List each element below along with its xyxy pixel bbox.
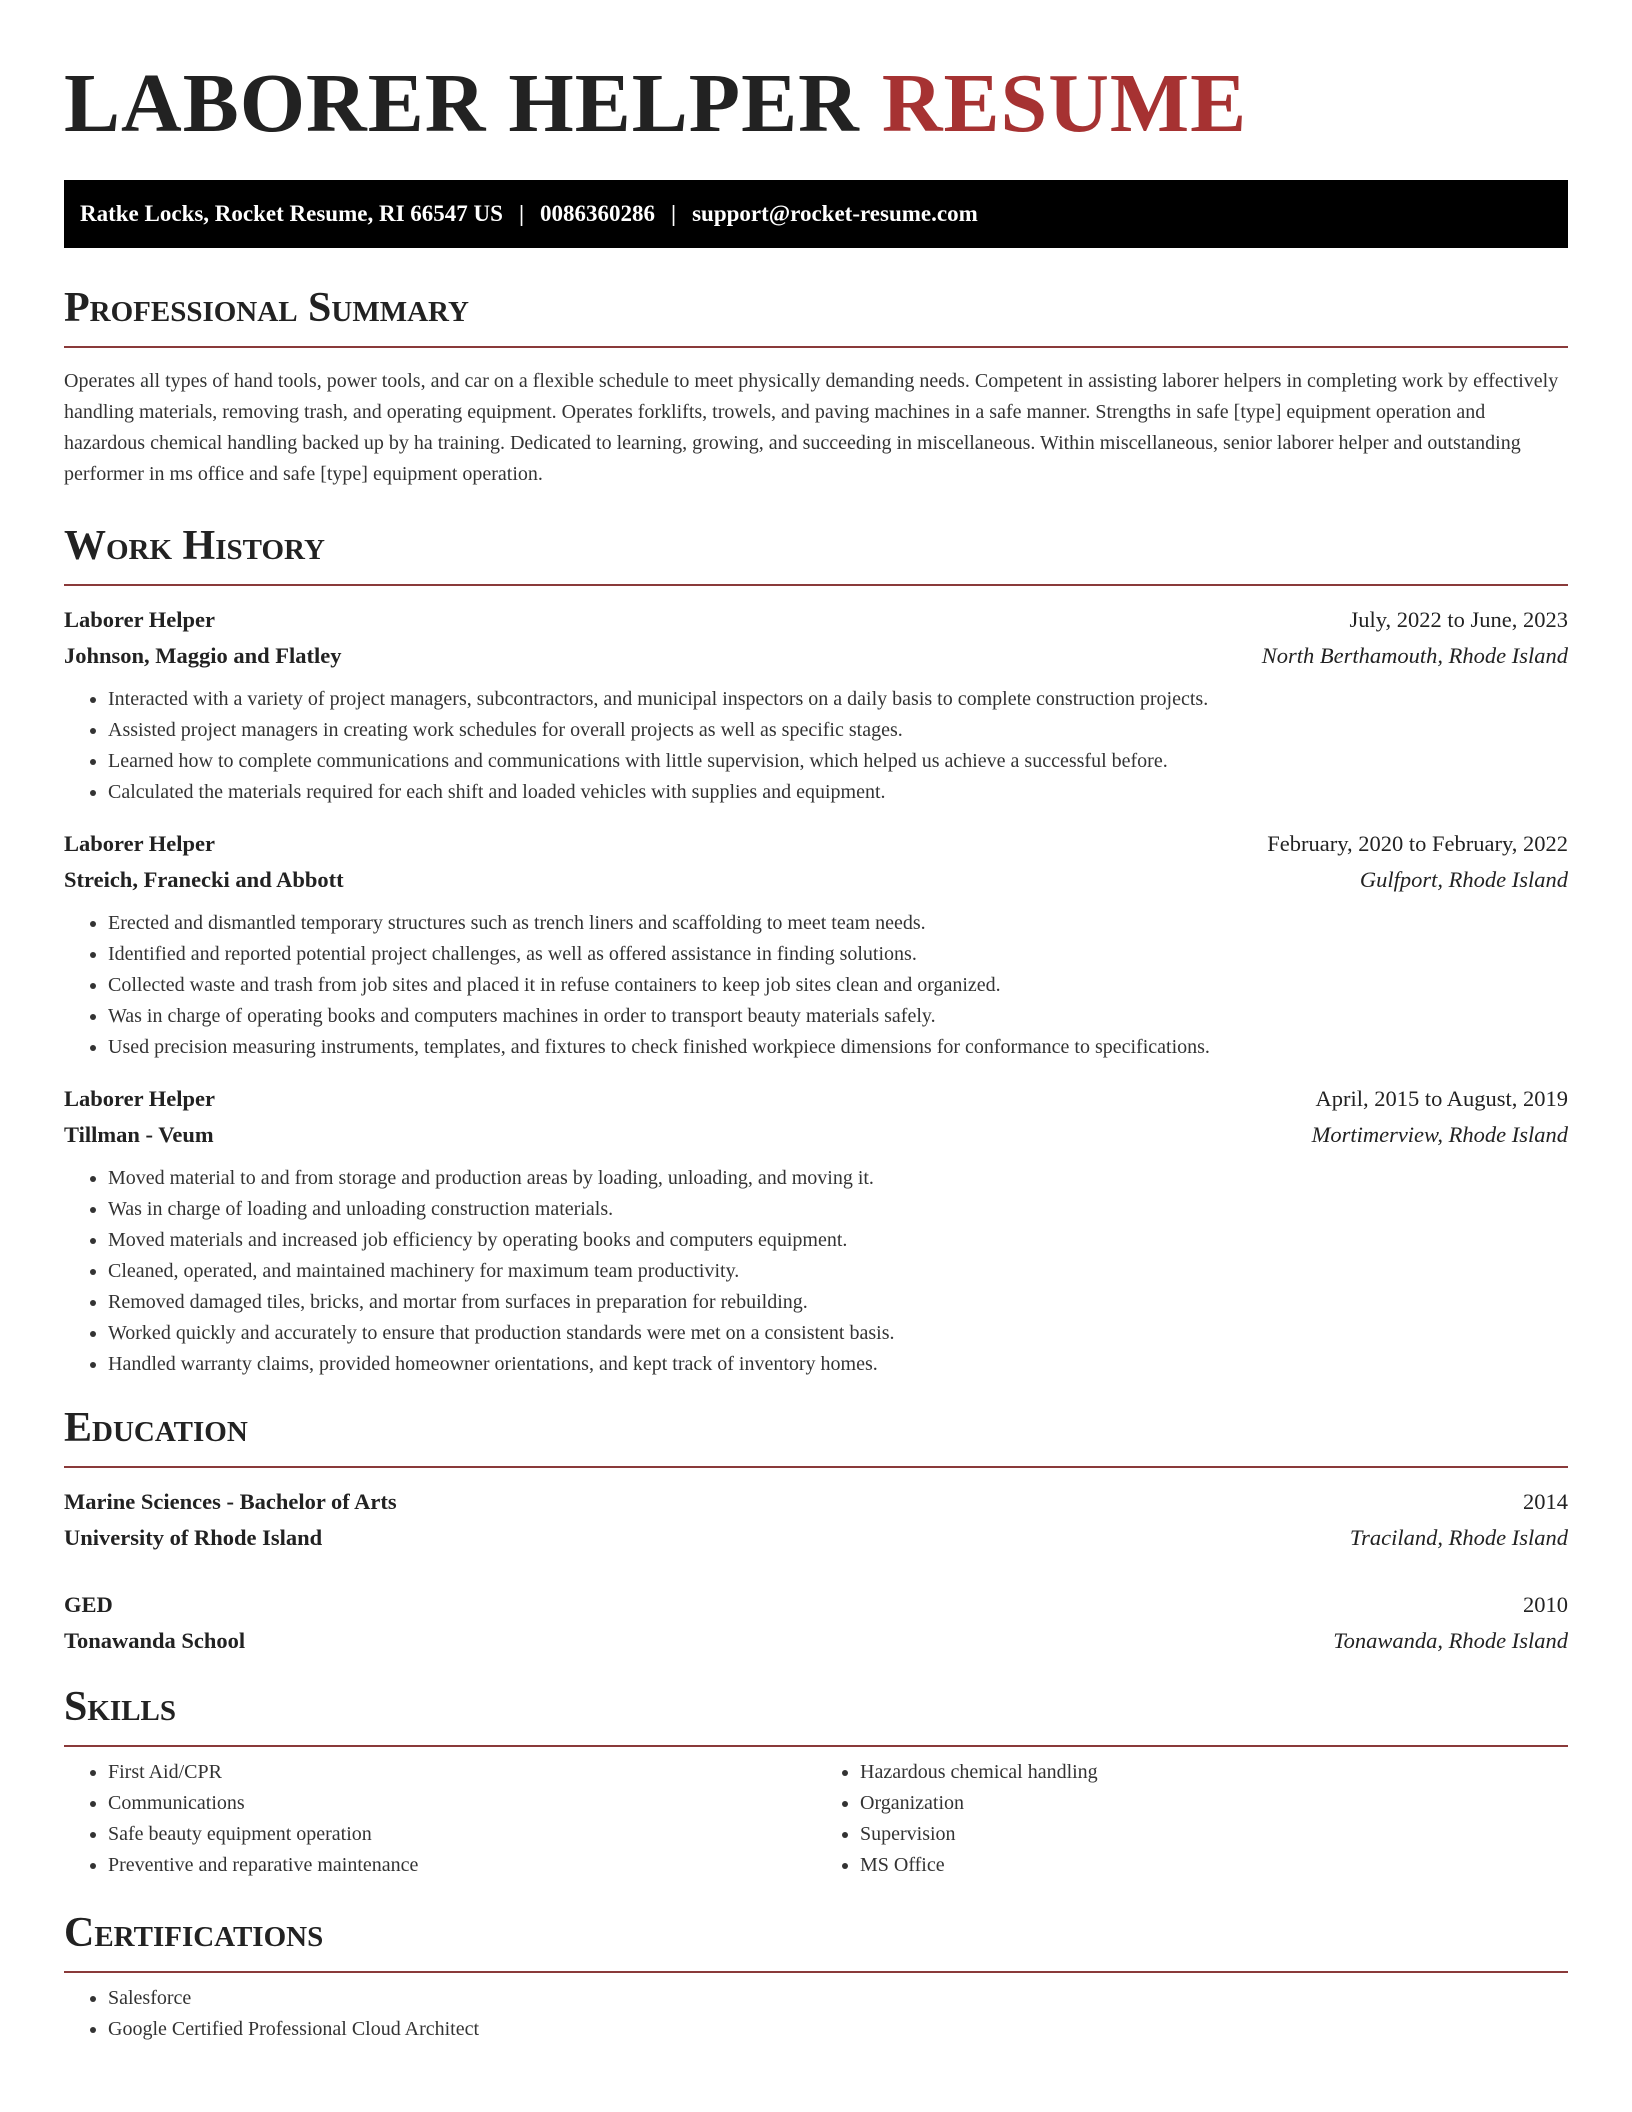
job-title: Laborer Helper xyxy=(64,607,216,632)
list-item: • Handled warranty claims, provided homeowner orientations, and kept track of inventory homes. xyxy=(108,1349,1568,1380)
job-company-row xyxy=(64,862,1568,898)
job-header-row xyxy=(64,1081,1568,1117)
education-header-row xyxy=(64,1484,1568,1520)
job-location: Mortimerview, Rhode Island xyxy=(1311,1122,1568,1147)
list-item: • Interacted with a variety of project managers, subcontractors, and municipal inspectors on a daily basis to complete construction projects. xyxy=(108,684,1568,715)
contact-bar xyxy=(64,180,1568,248)
job-bullets xyxy=(64,684,1568,808)
list-item: • Assisted project managers in creating work schedules for overall projects as well as specific stages. xyxy=(108,715,1568,746)
job-dates: July, 2022 to June, 2023 xyxy=(1349,607,1568,632)
job-dates: April, 2015 to August, 2019 xyxy=(1315,1086,1568,1111)
list-item: • Safe beauty equipment operation xyxy=(108,1819,816,1850)
skills-grid xyxy=(64,1747,1568,1881)
certifications-heading: Certifications xyxy=(64,1910,324,1956)
list-item: • Supervision xyxy=(860,1819,1568,1850)
title-accent: RESUME xyxy=(881,57,1248,150)
job-location: Gulfport, Rhode Island xyxy=(1359,867,1568,892)
education-location: Tonawanda, Rhode Island xyxy=(1333,1628,1568,1653)
list-item: • Erected and dismantled temporary structures such as trench liners and scaffolding to meet team needs. xyxy=(108,908,1568,939)
section-divider xyxy=(64,584,1568,586)
education-school-row xyxy=(64,1623,1568,1659)
contact-email: support@rocket-resume.com xyxy=(692,201,978,226)
summary-section xyxy=(64,282,1568,490)
job-company: Streich, Franecki and Abbott xyxy=(64,867,344,892)
title-main: LABORER HELPER xyxy=(64,57,860,150)
job-company-row xyxy=(64,1117,1568,1153)
education-entry xyxy=(64,1484,1568,1556)
certifications-list xyxy=(64,1983,1568,2045)
job-location: North Berthamouth, Rhode Island xyxy=(1261,643,1568,668)
job-title: Laborer Helper xyxy=(64,831,216,856)
education-header-row xyxy=(64,1587,1568,1623)
summary-heading: Professional Summary xyxy=(64,285,469,331)
education-degree: GED xyxy=(64,1592,113,1617)
job-company-row xyxy=(64,638,1568,674)
job-company: Tillman - Veum xyxy=(64,1122,214,1147)
certifications-section xyxy=(64,1907,1568,2045)
list-item: • Identified and reported potential project challenges, as well as offered assistance in finding solutions. xyxy=(108,939,1568,970)
list-item: • Was in charge of loading and unloading construction materials. xyxy=(108,1194,1568,1225)
list-item: • Collected waste and trash from job sites and placed it in refuse containers to keep job sites clean and organized. xyxy=(108,970,1568,1001)
education-school: University of Rhode Island xyxy=(64,1525,323,1550)
skills-list-right xyxy=(816,1757,1568,1881)
list-item: • Organization xyxy=(860,1788,1568,1819)
job-header-row xyxy=(64,826,1568,862)
list-item: • Salesforce xyxy=(108,1983,1568,2014)
contact-separator: | xyxy=(671,201,677,226)
list-item: • Used precision measuring instruments, templates, and fixtures to check finished workpiece dimensions for conformance to specifications. xyxy=(108,1032,1568,1063)
job-bullets xyxy=(64,908,1568,1063)
list-item: • Communications xyxy=(108,1788,816,1819)
section-divider xyxy=(64,346,1568,348)
education-school: Tonawanda School xyxy=(64,1628,246,1653)
list-item: • Removed damaged tiles, bricks, and mortar from surfaces in preparation for rebuilding. xyxy=(108,1287,1568,1318)
work-section xyxy=(64,520,1568,1380)
list-item: • Was in charge of operating books and computers machines in order to transport beauty materials safely. xyxy=(108,1001,1568,1032)
job-header-row xyxy=(64,602,1568,638)
job-bullets xyxy=(64,1163,1568,1380)
education-school-row xyxy=(64,1520,1568,1556)
list-item: • MS Office xyxy=(860,1850,1568,1881)
summary-text: Operates all types of hand tools, power tools, and car on a flexible schedule to meet physically demanding needs. Competent in assisting laborer helpers in completing work by effectively handling materials, removing trash, and operating equipment. Operates forklifts, trowels, and paving machines in a safe manner. Strengths in safe [type] equipment operation and hazardous chemical handling backed up by ha training. Dedicated to learning, growing, and succeeding in miscellaneous. Within miscellaneous, senior laborer helper and outstanding performer in ms office and safe [type] equipment operation. xyxy=(64,370,1559,485)
contact-phone: 0086360286 xyxy=(540,201,656,226)
list-item: • Learned how to complete communications and communications with little supervision, which helped us achieve a successful before. xyxy=(108,746,1568,777)
contact-separator: | xyxy=(518,201,525,226)
list-item: • Moved materials and increased job efficiency by operating books and computers equipment. xyxy=(108,1225,1568,1256)
skills-section xyxy=(64,1681,1568,1881)
job-entry xyxy=(64,1081,1568,1380)
list-item: • Moved material to and from storage and production areas by loading, unloading, and moving it. xyxy=(108,1163,1568,1194)
job-dates: February, 2020 to February, 2022 xyxy=(1267,831,1568,856)
section-divider xyxy=(64,1971,1568,1973)
job-entry xyxy=(64,602,1568,808)
education-year: 2014 xyxy=(1523,1489,1568,1514)
skills-heading: Skills xyxy=(64,1684,177,1730)
job-company: Johnson, Maggio and Flatley xyxy=(64,643,342,668)
list-item: • Calculated the materials required for each shift and loaded vehicles with supplies and equipment. xyxy=(108,777,1568,808)
list-item: • Hazardous chemical handling xyxy=(860,1757,1568,1788)
education-location: Traciland, Rhode Island xyxy=(1349,1525,1568,1550)
job-entry xyxy=(64,826,1568,1063)
list-item: • Preventive and reparative maintenance xyxy=(108,1850,816,1881)
education-year: 2010 xyxy=(1523,1592,1568,1617)
education-degree: Marine Sciences - Bachelor of Arts xyxy=(64,1489,397,1514)
education-heading: Education xyxy=(64,1405,248,1451)
education-section xyxy=(64,1402,1568,1659)
skills-list-left xyxy=(64,1757,816,1881)
resume-title xyxy=(64,0,1568,152)
section-divider xyxy=(64,1466,1568,1468)
list-item: • Worked quickly and accurately to ensure that production standards were met on a consistent basis. xyxy=(108,1318,1568,1349)
job-title: Laborer Helper xyxy=(64,1086,216,1111)
contact-address: Ratke Locks, Rocket Resume, RI 66547 US xyxy=(80,201,503,226)
list-item: • Cleaned, operated, and maintained machinery for maximum team productivity. xyxy=(108,1256,1568,1287)
education-entry xyxy=(64,1587,1568,1659)
list-item: • First Aid/CPR xyxy=(108,1757,816,1788)
work-heading: Work History xyxy=(64,523,325,569)
list-item: • Google Certified Professional Cloud Architect xyxy=(108,2014,1568,2045)
